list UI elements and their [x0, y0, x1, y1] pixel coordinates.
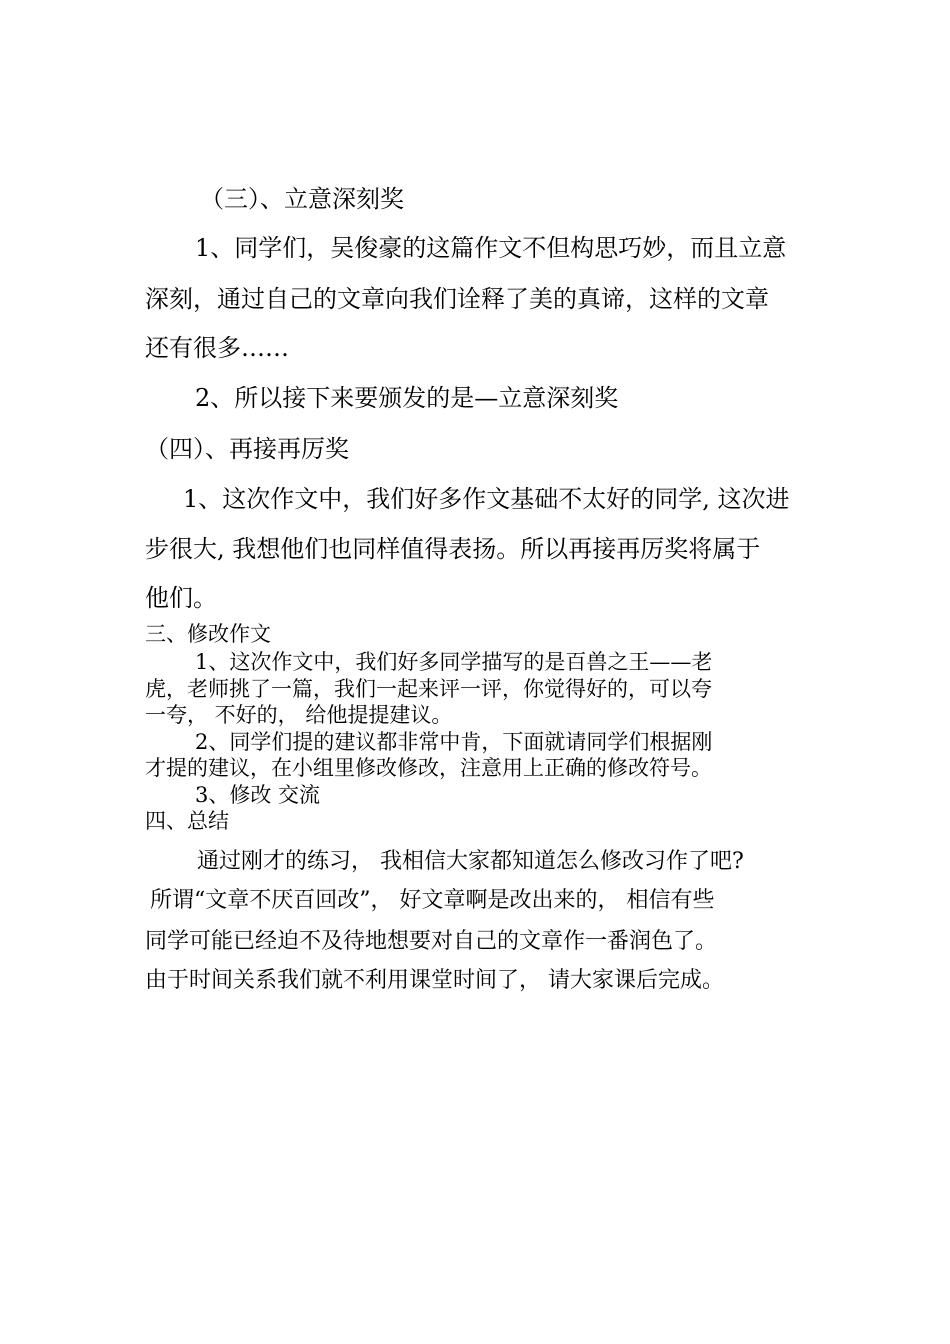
section-four-paragraph-line-3: 他们。	[145, 584, 217, 612]
section-three-paragraph-1-line-2: 深刻，通过自己的文章向我们诠释了美的真谛，这样的文章	[145, 285, 769, 313]
revise-item-1-line-2: 虎，老师挑了一篇，我们一起来评一评，你觉得好的，可以夸	[145, 677, 712, 701]
summary-line-1: 通过刚才的练习， 我相信大家都知道怎么修改习作了吧?	[197, 849, 744, 874]
section-three-paragraph-2: 2、所以接下来要颁发的是—立意深刻奖	[195, 384, 619, 412]
section-four-heading: （四）、再接再厉奖	[145, 435, 349, 463]
section-four-paragraph-line-2: 步很大, 我想他们也同样值得表扬。所以再接再厉奖将属于	[145, 535, 761, 563]
summary-line-2: 所谓“文章不厌百回改”， 好文章啊是改出来的， 相信有些	[150, 888, 715, 913]
revise-item-3: 3、修改 交流	[195, 783, 321, 807]
revise-item-1-line-1: 1、这次作文中，我们好多同学描写的是百兽之王——老	[195, 650, 713, 674]
revise-item-2-line-2: 才提的建议，在小组里修改修改，注意用上正确的修改符号。	[145, 756, 712, 780]
section-three-paragraph-1-line-1: 1、同学们，吴俊豪的这篇作文不但构思巧妙，而且立意	[195, 234, 787, 262]
summary-line-4: 由于时间关系我们就不利用课堂时间了， 请大家课后完成。	[145, 968, 724, 993]
revise-item-1-line-3: 一夸， 不好的， 给他提提建议。	[145, 703, 453, 727]
summary-line-3: 同学可能已经迫不及待地想要对自己的文章作一番润色了。	[145, 929, 718, 954]
section-three-paragraph-1-line-3: 还有很多……	[145, 334, 289, 362]
revise-heading: 三、修改作文	[145, 622, 271, 646]
section-four-paragraph-line-1: 1、这次作文中，我们好多作文基础不太好的同学, 这次进	[183, 485, 790, 513]
summary-heading: 四、总结	[145, 809, 229, 833]
revise-item-2-line-1: 2、同学们提的建议都非常中肯，下面就请同学们根据刚	[195, 730, 713, 754]
section-three-heading: （三）、立意深刻奖	[200, 185, 404, 213]
